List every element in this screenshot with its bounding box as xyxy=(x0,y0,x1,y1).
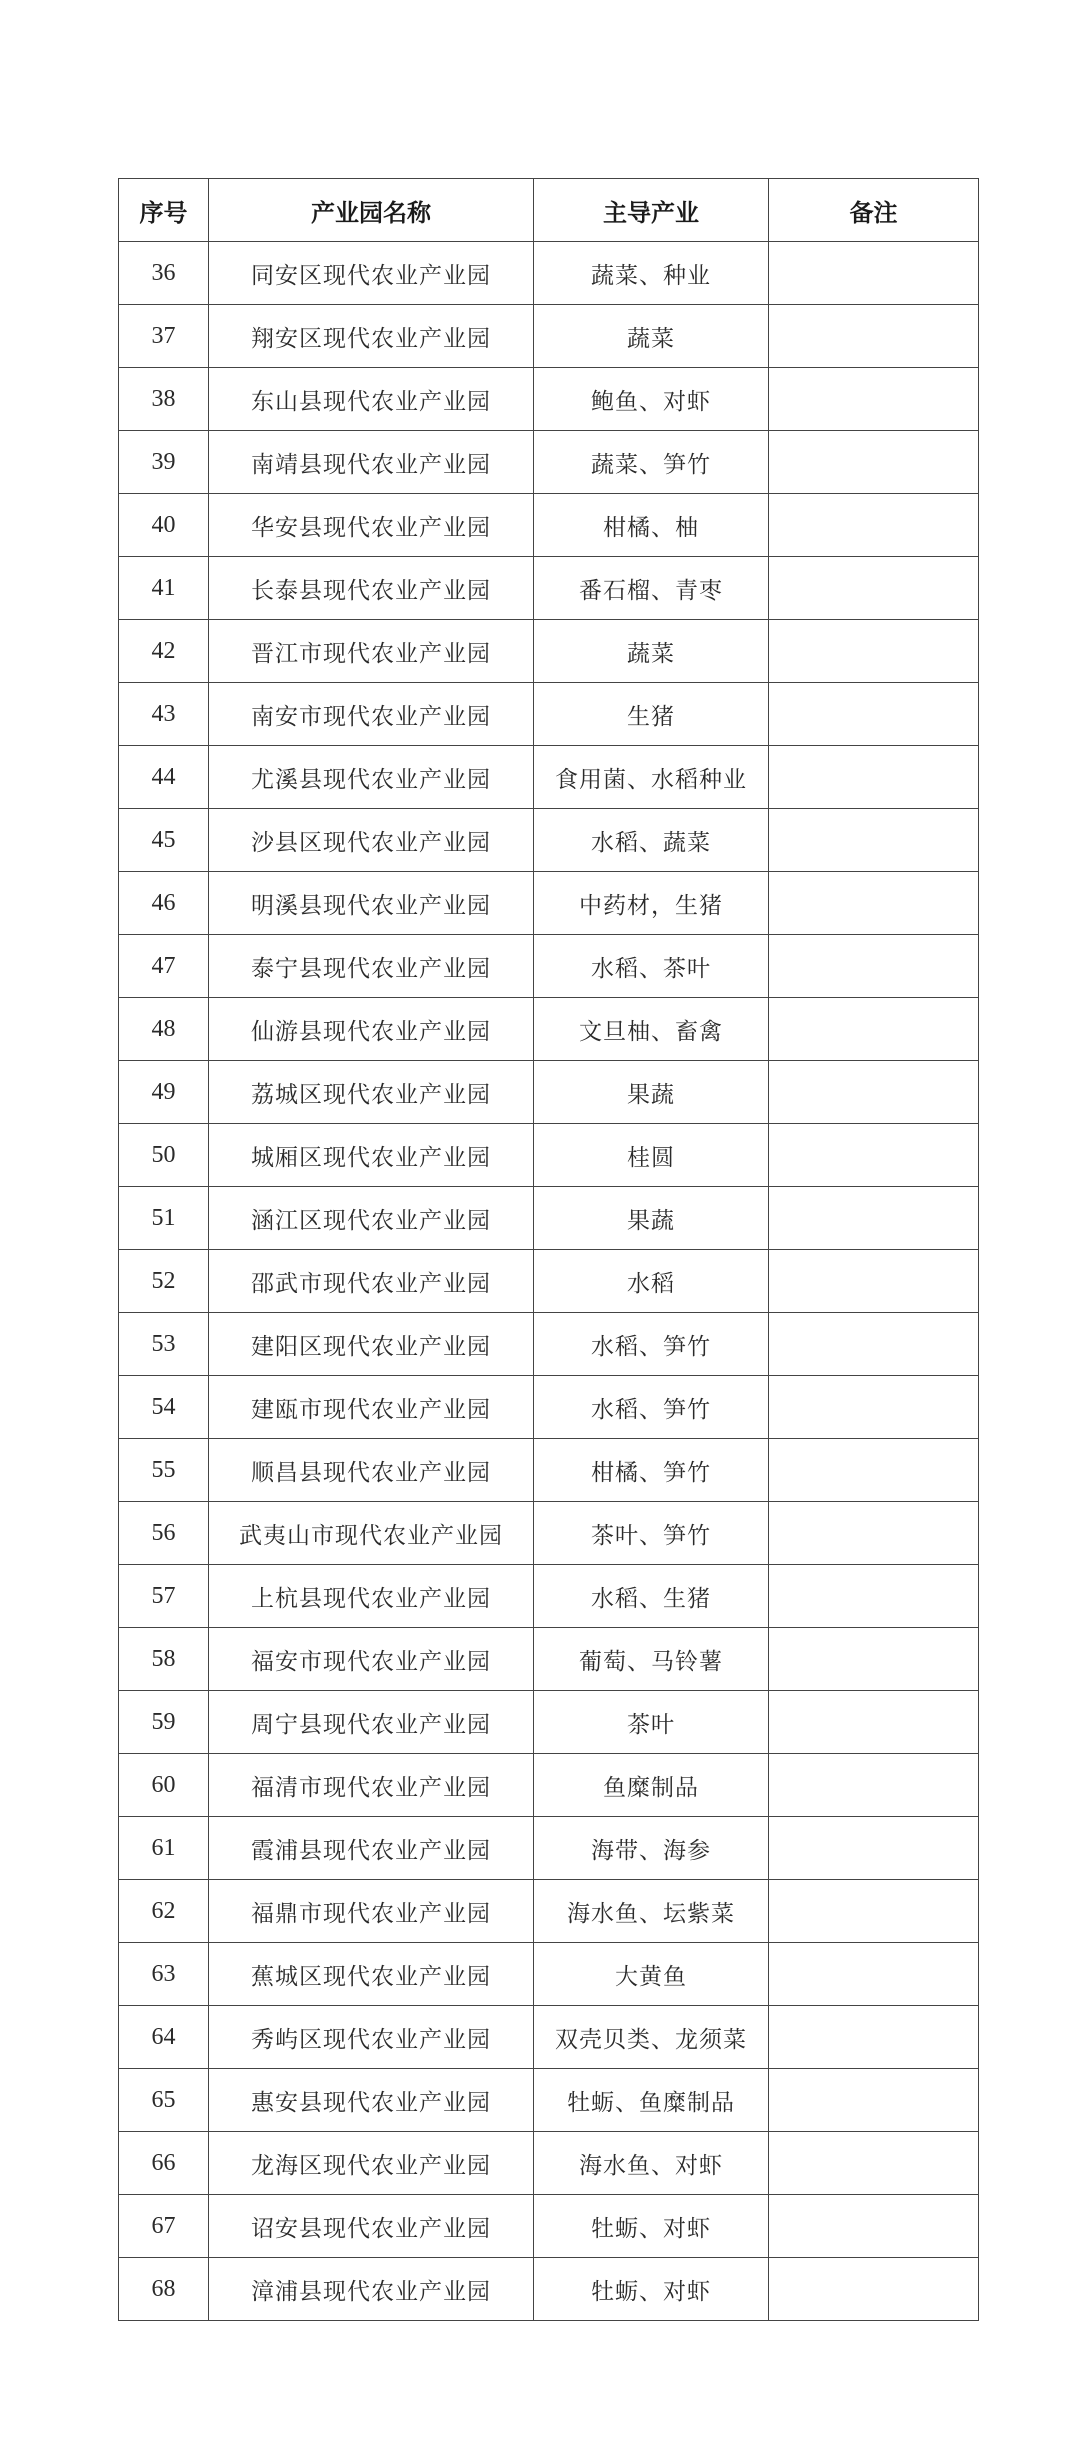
cell-index: 55 xyxy=(119,1439,209,1502)
cell-industry: 大黄鱼 xyxy=(534,1943,769,2006)
cell-industry: 柑橘、笋竹 xyxy=(534,1439,769,1502)
header-row xyxy=(119,179,979,242)
table-row xyxy=(119,620,979,683)
cell-industry: 柑橘、柚 xyxy=(534,494,769,557)
cell-industry: 鱼糜制品 xyxy=(534,1754,769,1817)
cell-index: 59 xyxy=(119,1691,209,1754)
cell-park-name: 荔城区现代农业产业园 xyxy=(209,1061,534,1124)
cell-index: 68 xyxy=(119,2258,209,2321)
cell-remark xyxy=(769,1565,979,1628)
cell-remark xyxy=(769,1124,979,1187)
cell-remark xyxy=(769,2132,979,2195)
cell-park-name: 涵江区现代农业产业园 xyxy=(209,1187,534,1250)
cell-park-name: 漳浦县现代农业产业园 xyxy=(209,2258,534,2321)
cell-industry: 牡蛎、对虾 xyxy=(534,2195,769,2258)
table-row xyxy=(119,809,979,872)
cell-industry: 水稻、笋竹 xyxy=(534,1376,769,1439)
cell-remark xyxy=(769,1502,979,1565)
cell-industry: 水稻、茶叶 xyxy=(534,935,769,998)
cell-park-name: 沙县区现代农业产业园 xyxy=(209,809,534,872)
cell-index: 58 xyxy=(119,1628,209,1691)
cell-park-name: 建阳区现代农业产业园 xyxy=(209,1313,534,1376)
cell-park-name: 邵武市现代农业产业园 xyxy=(209,1250,534,1313)
cell-park-name: 福安市现代农业产业园 xyxy=(209,1628,534,1691)
cell-park-name: 福清市现代农业产业园 xyxy=(209,1754,534,1817)
cell-park-name: 南靖县现代农业产业园 xyxy=(209,431,534,494)
cell-industry: 蔬菜 xyxy=(534,620,769,683)
cell-park-name: 明溪县现代农业产业园 xyxy=(209,872,534,935)
cell-index: 52 xyxy=(119,1250,209,1313)
cell-index: 39 xyxy=(119,431,209,494)
cell-remark xyxy=(769,2258,979,2321)
cell-industry: 食用菌、水稻种业 xyxy=(534,746,769,809)
cell-park-name: 武夷山市现代农业产业园 xyxy=(209,1502,534,1565)
cell-index: 54 xyxy=(119,1376,209,1439)
cell-remark xyxy=(769,1313,979,1376)
table-row xyxy=(119,2132,979,2195)
header-industry: 主导产业 xyxy=(534,179,769,242)
table-row xyxy=(119,935,979,998)
cell-industry: 果蔬 xyxy=(534,1187,769,1250)
table-row xyxy=(119,1313,979,1376)
cell-index: 44 xyxy=(119,746,209,809)
table-row xyxy=(119,1565,979,1628)
cell-park-name: 龙海区现代农业产业园 xyxy=(209,2132,534,2195)
cell-remark xyxy=(769,1187,979,1250)
table-row xyxy=(119,1187,979,1250)
cell-remark xyxy=(769,368,979,431)
table-row xyxy=(119,431,979,494)
cell-park-name: 仙游县现代农业产业园 xyxy=(209,998,534,1061)
cell-index: 38 xyxy=(119,368,209,431)
cell-index: 61 xyxy=(119,1817,209,1880)
table-row xyxy=(119,683,979,746)
cell-park-name: 城厢区现代农业产业园 xyxy=(209,1124,534,1187)
cell-index: 45 xyxy=(119,809,209,872)
cell-park-name: 晋江市现代农业产业园 xyxy=(209,620,534,683)
table-row xyxy=(119,1124,979,1187)
cell-industry: 蔬菜、笋竹 xyxy=(534,431,769,494)
cell-industry: 茶叶、笋竹 xyxy=(534,1502,769,1565)
table-row xyxy=(119,746,979,809)
cell-park-name: 周宁县现代农业产业园 xyxy=(209,1691,534,1754)
table-row xyxy=(119,557,979,620)
table-row xyxy=(119,368,979,431)
cell-park-name: 南安市现代农业产业园 xyxy=(209,683,534,746)
cell-park-name: 上杭县现代农业产业园 xyxy=(209,1565,534,1628)
cell-index: 48 xyxy=(119,998,209,1061)
table-body xyxy=(119,242,979,2321)
cell-index: 62 xyxy=(119,1880,209,1943)
cell-industry: 蔬菜 xyxy=(534,305,769,368)
cell-remark xyxy=(769,1439,979,1502)
header-index: 序号 xyxy=(119,179,209,242)
cell-industry: 水稻、笋竹 xyxy=(534,1313,769,1376)
cell-park-name: 建瓯市现代农业产业园 xyxy=(209,1376,534,1439)
cell-park-name: 同安区现代农业产业园 xyxy=(209,242,534,305)
table-row xyxy=(119,2006,979,2069)
cell-industry: 水稻、蔬菜 xyxy=(534,809,769,872)
cell-index: 65 xyxy=(119,2069,209,2132)
cell-remark xyxy=(769,998,979,1061)
cell-index: 56 xyxy=(119,1502,209,1565)
cell-industry: 番石榴、青枣 xyxy=(534,557,769,620)
cell-remark xyxy=(769,746,979,809)
cell-index: 64 xyxy=(119,2006,209,2069)
cell-industry: 生猪 xyxy=(534,683,769,746)
cell-index: 47 xyxy=(119,935,209,998)
cell-remark xyxy=(769,1250,979,1313)
cell-park-name: 蕉城区现代农业产业园 xyxy=(209,1943,534,2006)
table-row xyxy=(119,1502,979,1565)
table-row xyxy=(119,2069,979,2132)
table-row xyxy=(119,1754,979,1817)
table-row xyxy=(119,1943,979,2006)
cell-index: 42 xyxy=(119,620,209,683)
cell-remark xyxy=(769,1817,979,1880)
table-row xyxy=(119,1439,979,1502)
cell-park-name: 霞浦县现代农业产业园 xyxy=(209,1817,534,1880)
cell-industry: 海带、海参 xyxy=(534,1817,769,1880)
cell-remark xyxy=(769,2195,979,2258)
cell-remark xyxy=(769,1628,979,1691)
cell-remark xyxy=(769,557,979,620)
table-header xyxy=(119,179,979,242)
table-row xyxy=(119,2258,979,2321)
cell-park-name: 泰宁县现代农业产业园 xyxy=(209,935,534,998)
cell-park-name: 东山县现代农业产业园 xyxy=(209,368,534,431)
table-row xyxy=(119,2195,979,2258)
cell-index: 60 xyxy=(119,1754,209,1817)
cell-remark xyxy=(769,431,979,494)
cell-remark xyxy=(769,1754,979,1817)
cell-park-name: 福鼎市现代农业产业园 xyxy=(209,1880,534,1943)
cell-industry: 桂圆 xyxy=(534,1124,769,1187)
cell-index: 67 xyxy=(119,2195,209,2258)
cell-remark xyxy=(769,809,979,872)
cell-park-name: 长泰县现代农业产业园 xyxy=(209,557,534,620)
cell-park-name: 诏安县现代农业产业园 xyxy=(209,2195,534,2258)
table-row xyxy=(119,1628,979,1691)
cell-industry: 鲍鱼、对虾 xyxy=(534,368,769,431)
table-row xyxy=(119,1250,979,1313)
cell-industry: 海水鱼、坛紫菜 xyxy=(534,1880,769,1943)
cell-park-name: 顺昌县现代农业产业园 xyxy=(209,1439,534,1502)
cell-remark xyxy=(769,1691,979,1754)
cell-remark xyxy=(769,1880,979,1943)
cell-remark xyxy=(769,494,979,557)
cell-industry: 双壳贝类、龙须菜 xyxy=(534,2006,769,2069)
cell-remark xyxy=(769,935,979,998)
table-row xyxy=(119,1817,979,1880)
cell-park-name: 尤溪县现代农业产业园 xyxy=(209,746,534,809)
cell-industry: 水稻 xyxy=(534,1250,769,1313)
cell-index: 57 xyxy=(119,1565,209,1628)
cell-remark xyxy=(769,1376,979,1439)
table-row xyxy=(119,1061,979,1124)
industrial-park-table xyxy=(118,178,979,2321)
cell-remark xyxy=(769,242,979,305)
cell-park-name: 翔安区现代农业产业园 xyxy=(209,305,534,368)
cell-industry: 茶叶 xyxy=(534,1691,769,1754)
cell-remark xyxy=(769,620,979,683)
cell-industry: 葡萄、马铃薯 xyxy=(534,1628,769,1691)
table-row xyxy=(119,998,979,1061)
cell-remark xyxy=(769,305,979,368)
cell-index: 66 xyxy=(119,2132,209,2195)
cell-industry: 牡蛎、鱼糜制品 xyxy=(534,2069,769,2132)
cell-park-name: 惠安县现代农业产业园 xyxy=(209,2069,534,2132)
cell-index: 53 xyxy=(119,1313,209,1376)
cell-industry: 果蔬 xyxy=(534,1061,769,1124)
cell-industry: 水稻、生猪 xyxy=(534,1565,769,1628)
cell-remark xyxy=(769,683,979,746)
cell-remark xyxy=(769,2069,979,2132)
header-remark: 备注 xyxy=(769,179,979,242)
cell-index: 51 xyxy=(119,1187,209,1250)
table-row xyxy=(119,494,979,557)
cell-remark xyxy=(769,1061,979,1124)
cell-industry: 蔬菜、种业 xyxy=(534,242,769,305)
cell-industry: 牡蛎、对虾 xyxy=(534,2258,769,2321)
cell-park-name: 华安县现代农业产业园 xyxy=(209,494,534,557)
cell-industry: 海水鱼、对虾 xyxy=(534,2132,769,2195)
header-name: 产业园名称 xyxy=(209,179,534,242)
table-row xyxy=(119,305,979,368)
cell-index: 49 xyxy=(119,1061,209,1124)
cell-industry: 文旦柚、畜禽 xyxy=(534,998,769,1061)
table-row xyxy=(119,1691,979,1754)
cell-industry: 中药材，生猪 xyxy=(534,872,769,935)
cell-index: 63 xyxy=(119,1943,209,2006)
table-row xyxy=(119,872,979,935)
table-row xyxy=(119,1880,979,1943)
table-row xyxy=(119,1376,979,1439)
cell-index: 43 xyxy=(119,683,209,746)
cell-index: 50 xyxy=(119,1124,209,1187)
cell-index: 40 xyxy=(119,494,209,557)
cell-index: 46 xyxy=(119,872,209,935)
cell-index: 41 xyxy=(119,557,209,620)
cell-index: 37 xyxy=(119,305,209,368)
cell-remark xyxy=(769,2006,979,2069)
cell-remark xyxy=(769,872,979,935)
cell-index: 36 xyxy=(119,242,209,305)
table-row xyxy=(119,242,979,305)
cell-remark xyxy=(769,1943,979,2006)
cell-park-name: 秀屿区现代农业产业园 xyxy=(209,2006,534,2069)
